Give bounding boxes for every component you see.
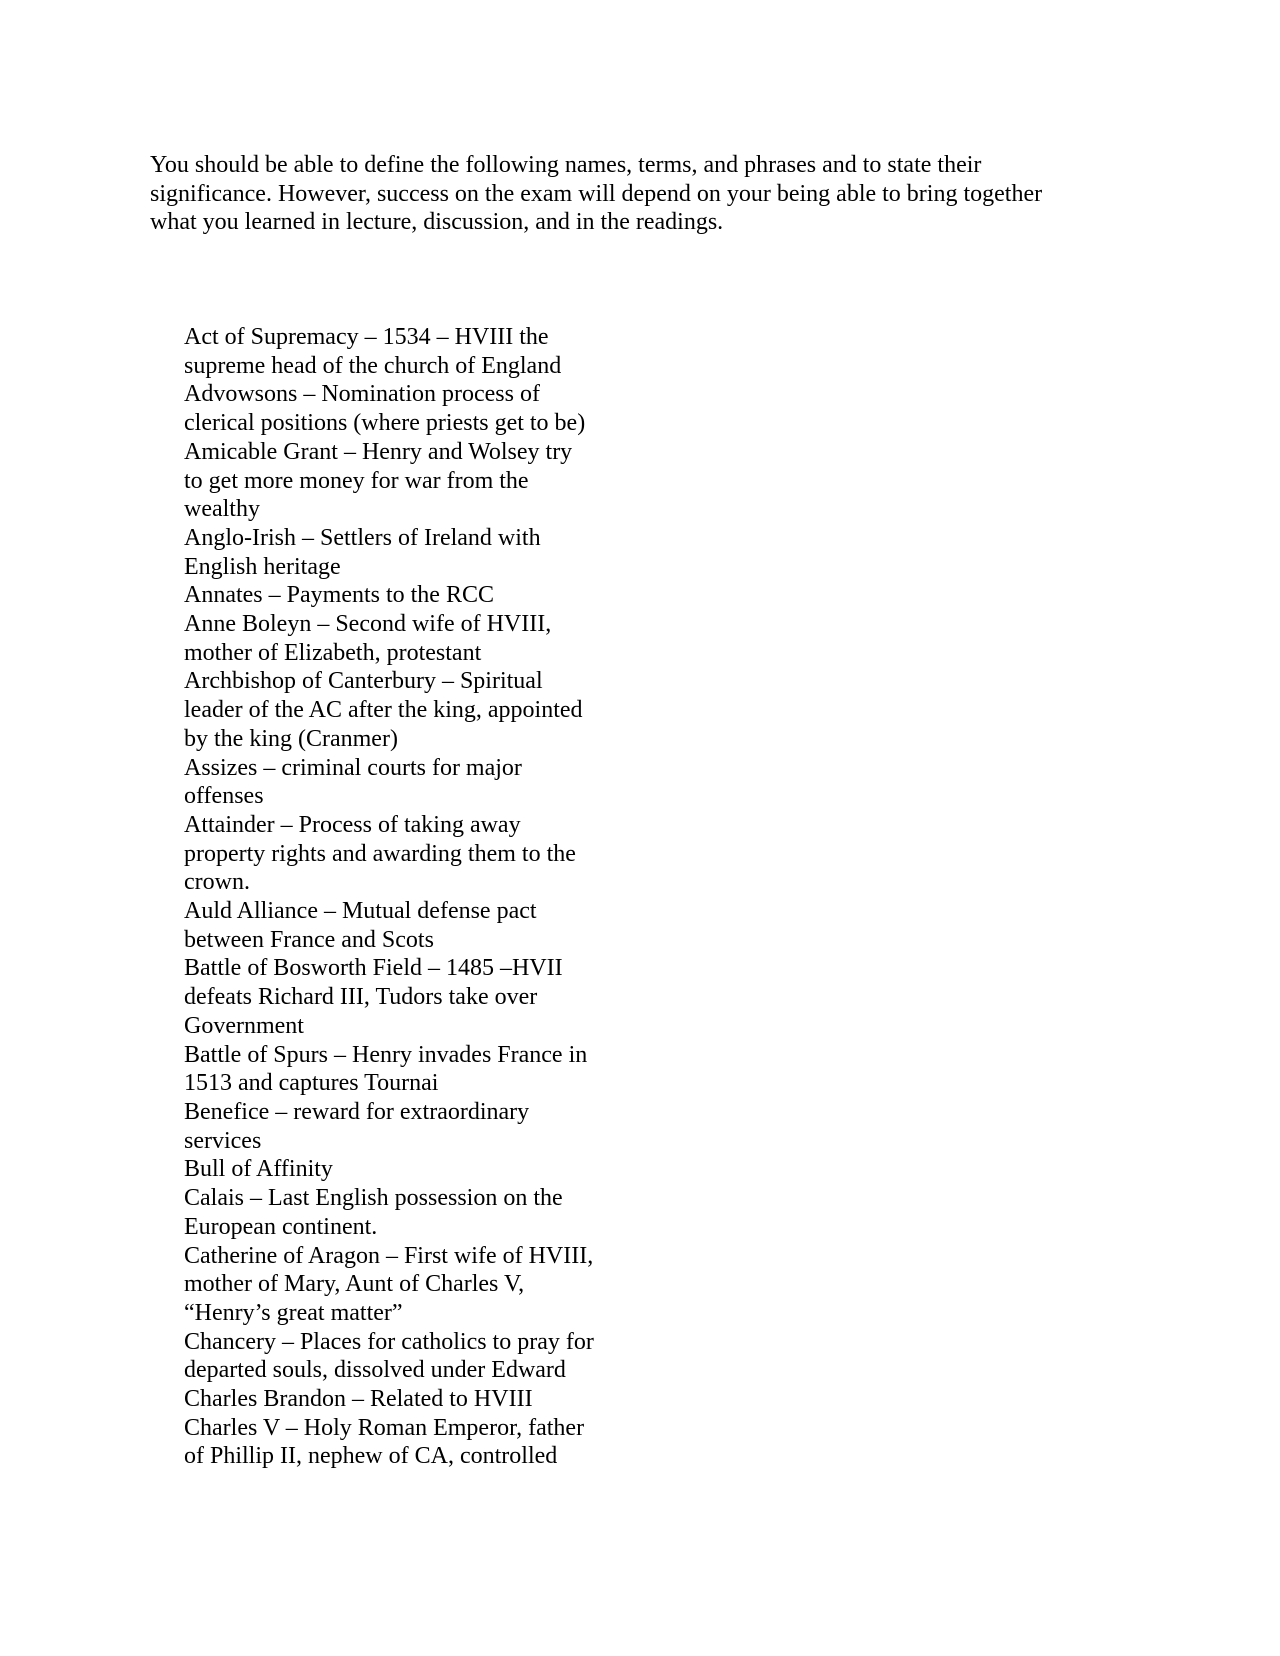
- term-entry: [184, 667, 664, 753]
- term-entry-line: to get more money for war from the: [184, 467, 529, 494]
- term-entry: [184, 610, 664, 667]
- term-entry-line: Bull of Affinity: [184, 1156, 333, 1183]
- term-entry-line: Advowsons – Nomination process of: [184, 381, 540, 408]
- term-entry: [184, 954, 664, 1040]
- intro-line: what you learned in lecture, discussion, and in the readings.: [150, 209, 724, 236]
- terms-list: [184, 323, 664, 1471]
- term-entry-line: between France and Scots: [184, 926, 434, 953]
- term-entry: [184, 380, 664, 437]
- term-entry-line: Charles Brandon – Related to HVIII: [184, 1386, 533, 1413]
- intro-line: You should be able to define the following names, terms, and phrases and to state their: [150, 152, 982, 178]
- term-entry-line: Battle of Spurs – Henry invades France in: [184, 1041, 588, 1068]
- term-entry-line: Battle of Bosworth Field – 1485 –HVII: [184, 955, 563, 982]
- term-entry-line: Chancery – Places for catholics to pray for: [184, 1328, 594, 1355]
- term-entry-line: Annates – Payments to the RCC: [184, 582, 494, 609]
- term-entry-line: property rights and awarding them to the: [184, 840, 576, 867]
- term-entry-line: defeats Richard III, Tudors take over: [184, 984, 538, 1011]
- term-entry-line: “Henry’s great matter”: [184, 1299, 403, 1326]
- term-entry-line: offenses: [184, 783, 264, 810]
- term-entry: [184, 1328, 664, 1385]
- term-entry-line: Attainder – Process of taking away: [184, 811, 521, 838]
- term-entry: [184, 754, 664, 811]
- term-entry-line: departed souls, dissolved under Edward: [184, 1357, 566, 1384]
- term-entry-line: supreme head of the church of England: [184, 352, 562, 379]
- term-entry: [184, 1385, 664, 1414]
- term-entry-line: Government: [184, 1012, 304, 1039]
- term-entry-line: wealthy: [184, 496, 260, 523]
- term-entry-line: English heritage: [184, 553, 341, 580]
- term-entry-line: Anglo-Irish – Settlers of Ireland with: [184, 524, 541, 551]
- term-entry: [184, 438, 664, 524]
- term-entry-line: Act of Supremacy – 1534 – HVIII the: [184, 324, 549, 350]
- intro-paragraph: [150, 151, 1150, 237]
- term-entry: [184, 897, 664, 954]
- term-entry-line: crown.: [184, 869, 250, 896]
- term-entry-line: of Phillip II, nephew of CA, controlled: [184, 1443, 558, 1470]
- term-entry-line: clerical positions (where priests get to be): [184, 410, 586, 437]
- term-entry: [184, 581, 664, 610]
- term-entry-line: European continent.: [184, 1213, 378, 1240]
- term-entry-line: Auld Alliance – Mutual defense pact: [184, 898, 537, 925]
- term-entry: [184, 811, 664, 897]
- term-entry-line: leader of the AC after the king, appointed: [184, 697, 583, 724]
- term-entry: [184, 1184, 664, 1241]
- term-entry: [184, 524, 664, 581]
- term-entry: [184, 1155, 664, 1184]
- term-entry: [184, 1041, 664, 1098]
- term-entry: [184, 1414, 664, 1471]
- term-entry-line: Anne Boleyn – Second wife of HVIII,: [184, 611, 552, 638]
- term-entry-line: Benefice – reward for extraordinary: [184, 1098, 530, 1125]
- term-entry-line: services: [184, 1127, 262, 1154]
- intro-line: significance. However, success on the exam will depend on your being able to bring together: [150, 180, 1043, 207]
- term-entry: [184, 1098, 664, 1155]
- term-entry-line: mother of Mary, Aunt of Charles V,: [184, 1271, 525, 1298]
- term-entry-line: Catherine of Aragon – First wife of HVIII,: [184, 1242, 594, 1269]
- term-entry-line: Assizes – criminal courts for major: [184, 754, 522, 781]
- term-entry-line: Charles V – Holy Roman Emperor, father: [184, 1414, 585, 1441]
- term-entry-line: by the king (Cranmer): [184, 725, 398, 752]
- term-entry-line: 1513 and captures Tournai: [184, 1070, 439, 1097]
- term-entry-line: Amicable Grant – Henry and Wolsey try: [184, 438, 573, 465]
- term-entry: [184, 323, 664, 380]
- term-entry-line: mother of Elizabeth, protestant: [184, 639, 482, 666]
- term-entry: [184, 1242, 664, 1328]
- term-entry-line: Calais – Last English possession on the: [184, 1185, 563, 1212]
- term-entry-line: Archbishop of Canterbury – Spiritual: [184, 668, 543, 695]
